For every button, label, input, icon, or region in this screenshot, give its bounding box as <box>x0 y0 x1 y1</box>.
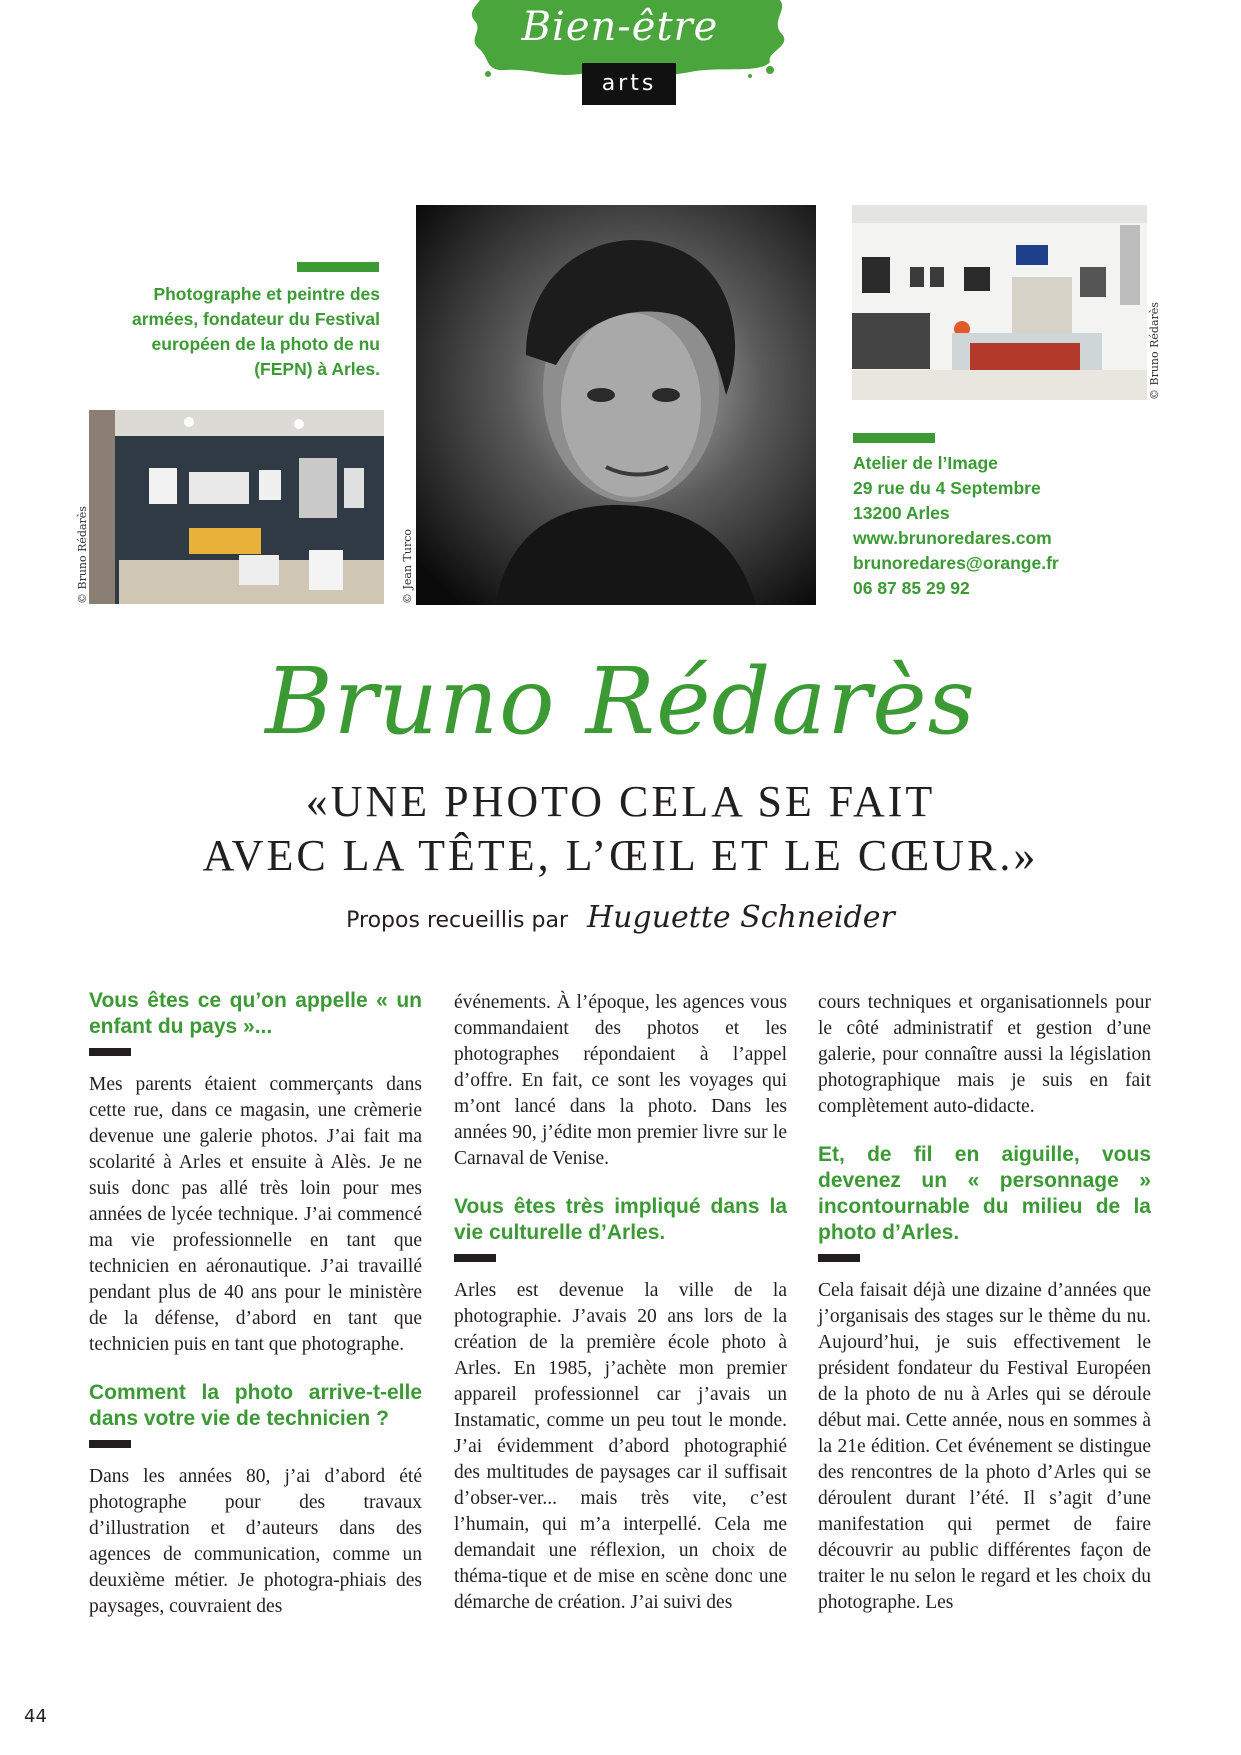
quote-line-1: «UNE PHOTO CELA SE FAIT <box>305 777 936 826</box>
question-1-rule <box>89 1048 131 1056</box>
answer-3: Arles est devenue la ville de la photographie. J’avais 20 ans lors de la création de la première école photo à Arles. En 1985, j’achète mon premier appareil professionnel car j’avais un Instamatic, comme un peu tout le monde. J’ai évidemment d’abord photographié des multitudes de paysages car il suffisait d’obser-ver... mais très vite, c’est l’humain, qui m’a interpellé. Cela me demandait une réflexion, un choix de théma-tique et de mise en scène donc une démarche de création. J’ai suivi des <box>454 1280 787 1613</box>
answer-4: Cela faisait déjà une dizaine d’années que j’organisais des stages sur le thème du nu. Aujourd’hui, je suis effectivement le président fondateur du Festival Européen de la photo de nu à Arles qui se déroule début mai. Cette année, nous en sommes à la 21e édition. Cet événement se distingue des rencontres de la photo d’Arles qui se déroulent durant l’été. Il s’agit d’une manifestation qui permet de faire découvrir au public différentes façon de traiter le nu selon le regard et les choix du photographe. Les <box>818 1280 1151 1613</box>
address-city: 13200 Arles <box>853 503 950 523</box>
column-2 <box>454 990 787 1616</box>
gallery-room-photo <box>89 410 384 604</box>
section-title: Bien-être <box>521 4 719 50</box>
column-3 <box>818 990 1151 1616</box>
address-accent-bar <box>853 433 935 443</box>
address-website-link[interactable]: www.brunoredares.com <box>853 528 1052 548</box>
caption-accent-bar <box>297 262 379 272</box>
answer-2-continued: événements. À l’époque, les agences vous commandaient des photos et les photographes répondaient à l’appel d’offre. En fait, ce sont les voyages qui m’ont lancé dans la photo. Dans les années 90, j’édite mon premier livre sur le Carnaval de Venise. <box>454 992 787 1169</box>
byline-author: Huguette Schneider <box>587 900 895 935</box>
question-1: Vous êtes ce qu’on appelle « un enfant du pays »... <box>89 989 422 1038</box>
left-photo-credit: © Bruno Rédarès <box>76 506 89 604</box>
article-title: Bruno Rédarès <box>265 648 976 755</box>
address-studio: Atelier de l’Image <box>853 453 998 473</box>
photographer-caption: Photographe et peintre des armées, fondateur du Festival européen de la photo de nu (FEPN) à Arles. <box>132 284 380 379</box>
address-phone: 06 87 85 29 92 <box>853 578 970 598</box>
column-1 <box>89 988 422 1620</box>
byline-prefix: Propos recueillis par <box>346 908 569 933</box>
atelier-interior-photo <box>852 205 1147 400</box>
quote-line-2: AVEC LA TÊTE, L’ŒIL ET LE CŒUR.» <box>202 831 1039 880</box>
portrait-photo <box>416 205 816 605</box>
question-2: Comment la photo arrive-t-elle dans votre vie de technicien ? <box>89 1381 422 1430</box>
address-email-link[interactable]: brunoredares@orange.fr <box>853 553 1059 573</box>
question-4: Et, de fil en aiguille, vous devenez un « personnage » incontournable du milieu de la photo d’Arles. <box>818 1143 1151 1244</box>
address-block <box>853 451 1153 601</box>
answer-3-continued: cours techniques et organisationnels pour le côté administratif et gestion d’une galerie, pour connaître aussi la législation photographique mais je suis en fait complètement auto-didacte. <box>818 992 1151 1117</box>
address-street: 29 rue du 4 Septembre <box>853 478 1041 498</box>
answer-2: Dans les années 80, j’ai d’abord été photographe pour des travaux d’illustration et d’auteurs dans des agences de communication, comme un deuxième métier. Je photogra-phiais des paysages, couvraient des <box>89 1466 422 1617</box>
question-3: Vous êtes très impliqué dans la vie culturelle d’Arles. <box>454 1195 787 1244</box>
answer-1: Mes parents étaient commerçants dans cette rue, dans ce magasin, une crèmerie devenue une galerie photos. J’ai fait ma scolarité à Arles et ensuite à Alès. Je ne suis donc pas allé très loin pour mes années de lycée technique. J’ai commencé ma vie professionnelle en tant que technicien en aéronautique. J’ai travaillé pendant plus de 40 ans pour le ministère de la défense, d’abord en tant que technicien puis en tant que photographe. <box>89 1074 422 1355</box>
question-3-rule <box>454 1254 496 1262</box>
section-tag: arts <box>582 63 676 105</box>
byline <box>0 900 1241 935</box>
question-2-rule <box>89 1440 131 1448</box>
page-number: 44 <box>24 1706 47 1727</box>
right-photo-credit: © Bruno Rédarès <box>1148 302 1161 400</box>
question-4-rule <box>818 1254 860 1262</box>
portrait-credit: © Jean Turco <box>401 528 414 604</box>
